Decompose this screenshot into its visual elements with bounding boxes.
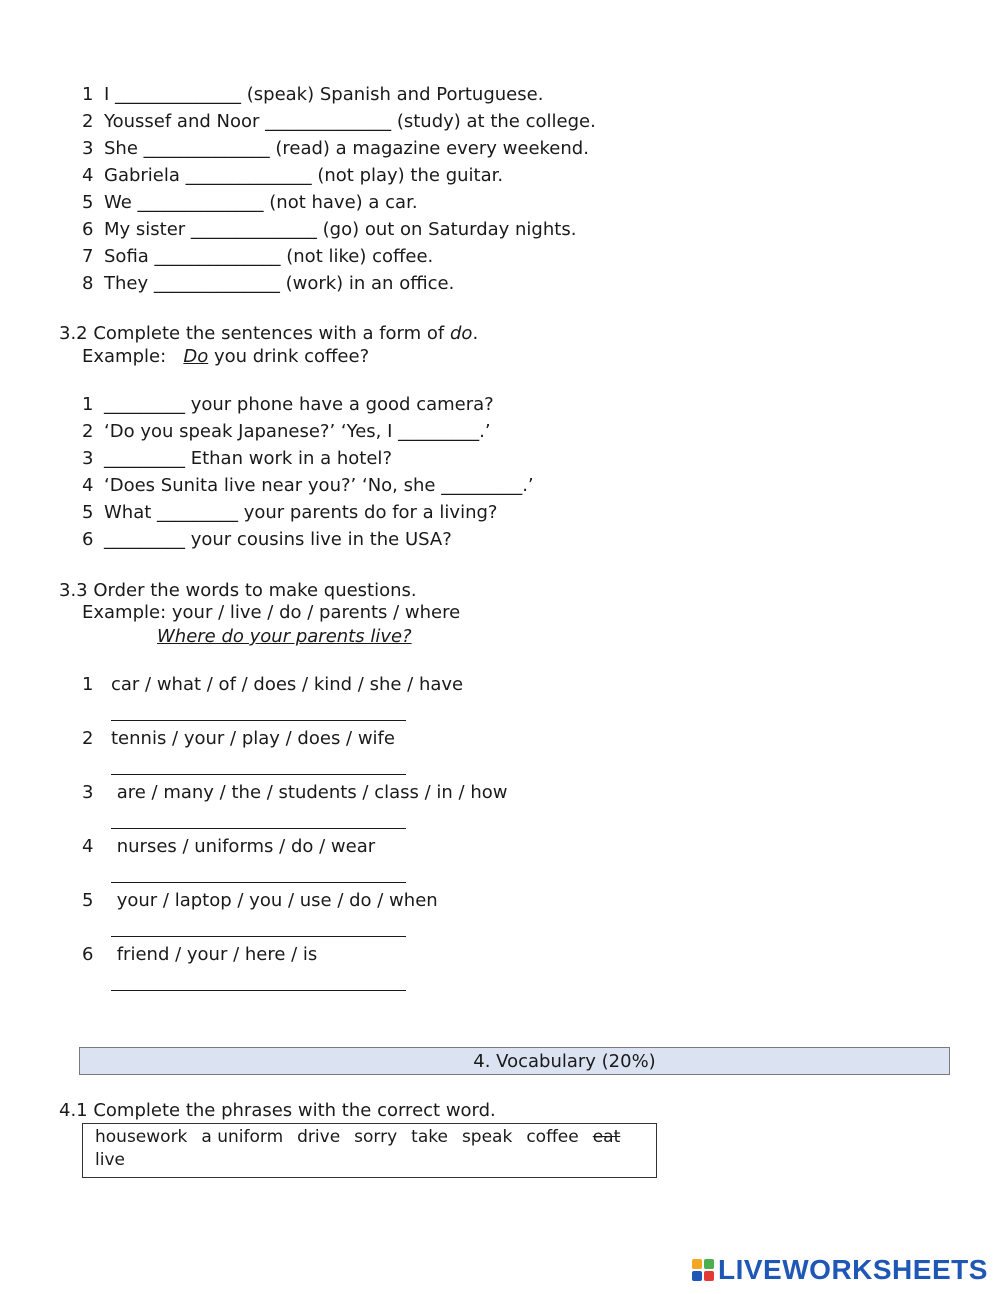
exercise-item [82,246,433,268]
item-number: 5 [82,890,94,911]
item-number: 2 [82,111,94,132]
exercise-item [82,165,503,187]
logo-square [704,1271,714,1281]
word-item: coffee [526,1127,579,1147]
exercise-item [82,529,452,551]
item-number: 7 [82,246,94,267]
item-text: nurses / uniforms / do / wear [111,836,376,857]
exercise-item [82,475,534,497]
exercise-item [82,219,576,241]
item-number: 3 [82,782,94,803]
logo-square [692,1271,702,1281]
exercise-item [82,138,589,160]
word-box-line-2 [95,1149,644,1172]
item-text: Gabriela ______________ (not play) the guitar. [104,165,504,186]
item-number: 6 [82,944,94,965]
item-number: 1 [82,674,94,695]
answer-line[interactable] [111,774,406,775]
answer-line[interactable] [111,720,406,721]
exercise-item [82,836,375,858]
item-text: car / what / of / does / kind / she / have [111,674,464,695]
word-item: speak [461,1127,513,1147]
item-text: Youssef and Noor ______________ (study) at the college. [104,111,596,132]
word-item: a uniform [201,1127,284,1147]
logo-square [704,1259,714,1269]
logo-square [692,1259,702,1269]
section-3-3-example-answer: Where do your parents live? [157,626,412,647]
answer-line[interactable] [111,990,406,991]
word-item: housework [95,1127,188,1147]
item-number: 5 [82,502,94,523]
item-text: friend / your / here / is [111,944,318,965]
word-item: live [95,1150,125,1170]
section-3-2-title: 3.2 Complete the sentences with a form of do. [59,323,479,344]
section-3-3-title: 3.3 Order the words to make questions. [59,580,417,601]
exercise-item [82,421,491,443]
item-number: 6 [82,529,94,550]
exercise-item [82,728,395,750]
item-number: 3 [82,138,94,159]
exercise-item [82,782,507,804]
exercise-item [82,944,317,966]
logo-text: LIVEWORKSHEETS [718,1254,988,1285]
item-text: ‘Do you speak Japanese?’ ‘Yes, I _________.’ [104,421,491,442]
item-number: 6 [82,219,94,240]
exercise-item [82,84,543,106]
item-text: I ______________ (speak) Spanish and Portuguese. [104,84,544,105]
item-number: 8 [82,273,94,294]
exercise-item [82,674,463,696]
word-box-line-1 [95,1126,644,1149]
item-text: your / laptop / you / use / do / when [111,890,438,911]
item-number: 1 [82,394,94,415]
liveworksheets-logo [692,1254,988,1286]
item-number: 2 [82,728,94,749]
item-number: 1 [82,84,94,105]
exercise-item [82,192,418,214]
item-text: _________ your phone have a good camera? [104,394,494,415]
liveworksheets-logo-icon [692,1259,714,1281]
section-3-3-example-prompt: Example: your / live / do / parents / where [82,602,461,623]
exercise-item [82,273,454,295]
struck-word-item: eat [592,1127,621,1147]
item-text: They ______________ (work) in an office. [104,273,455,294]
exercise-item [82,448,392,470]
exercise-item [82,502,497,524]
item-number: 2 [82,421,94,442]
item-text: She ______________ (read) a magazine every weekend. [104,138,589,159]
answer-line[interactable] [111,882,406,883]
item-number: 4 [82,165,94,186]
word-item: drive [297,1127,341,1147]
item-number: 5 [82,192,94,213]
exercise-item [82,394,494,416]
word-item: sorry [354,1127,398,1147]
item-number: 4 [82,475,94,496]
vocabulary-section-bar [79,1047,950,1075]
vocabulary-section-title: 4. Vocabulary (20%) [473,1051,656,1072]
section-4-1-title: 4.1 Complete the phrases with the correct word. [59,1100,496,1121]
item-text: Sofia ______________ (not like) coffee. [104,246,434,267]
answer-line[interactable] [111,828,406,829]
word-box [82,1123,657,1178]
exercise-item [82,111,596,133]
answer-line[interactable] [111,936,406,937]
exercise-item [82,890,438,912]
item-text: tennis / your / play / does / wife [111,728,395,749]
item-number: 3 [82,448,94,469]
item-text: _________ Ethan work in a hotel? [104,448,392,469]
example-answer: Do [183,346,209,367]
item-text: _________ your cousins live in the USA? [104,529,452,550]
item-text: ‘Does Sunita live near you?’ ‘No, she _________.’ [104,475,534,496]
section-3-2-example: Example: Do you drink coffee? [82,346,370,367]
item-number: 4 [82,836,94,857]
item-text: We ______________ (not have) a car. [104,192,418,213]
word-item: take [411,1127,448,1147]
item-text: What _________ your parents do for a living? [104,502,498,523]
item-text: are / many / the / students / class / in / how [111,782,508,803]
item-text: My sister ______________ (go) out on Saturday nights. [104,219,577,240]
